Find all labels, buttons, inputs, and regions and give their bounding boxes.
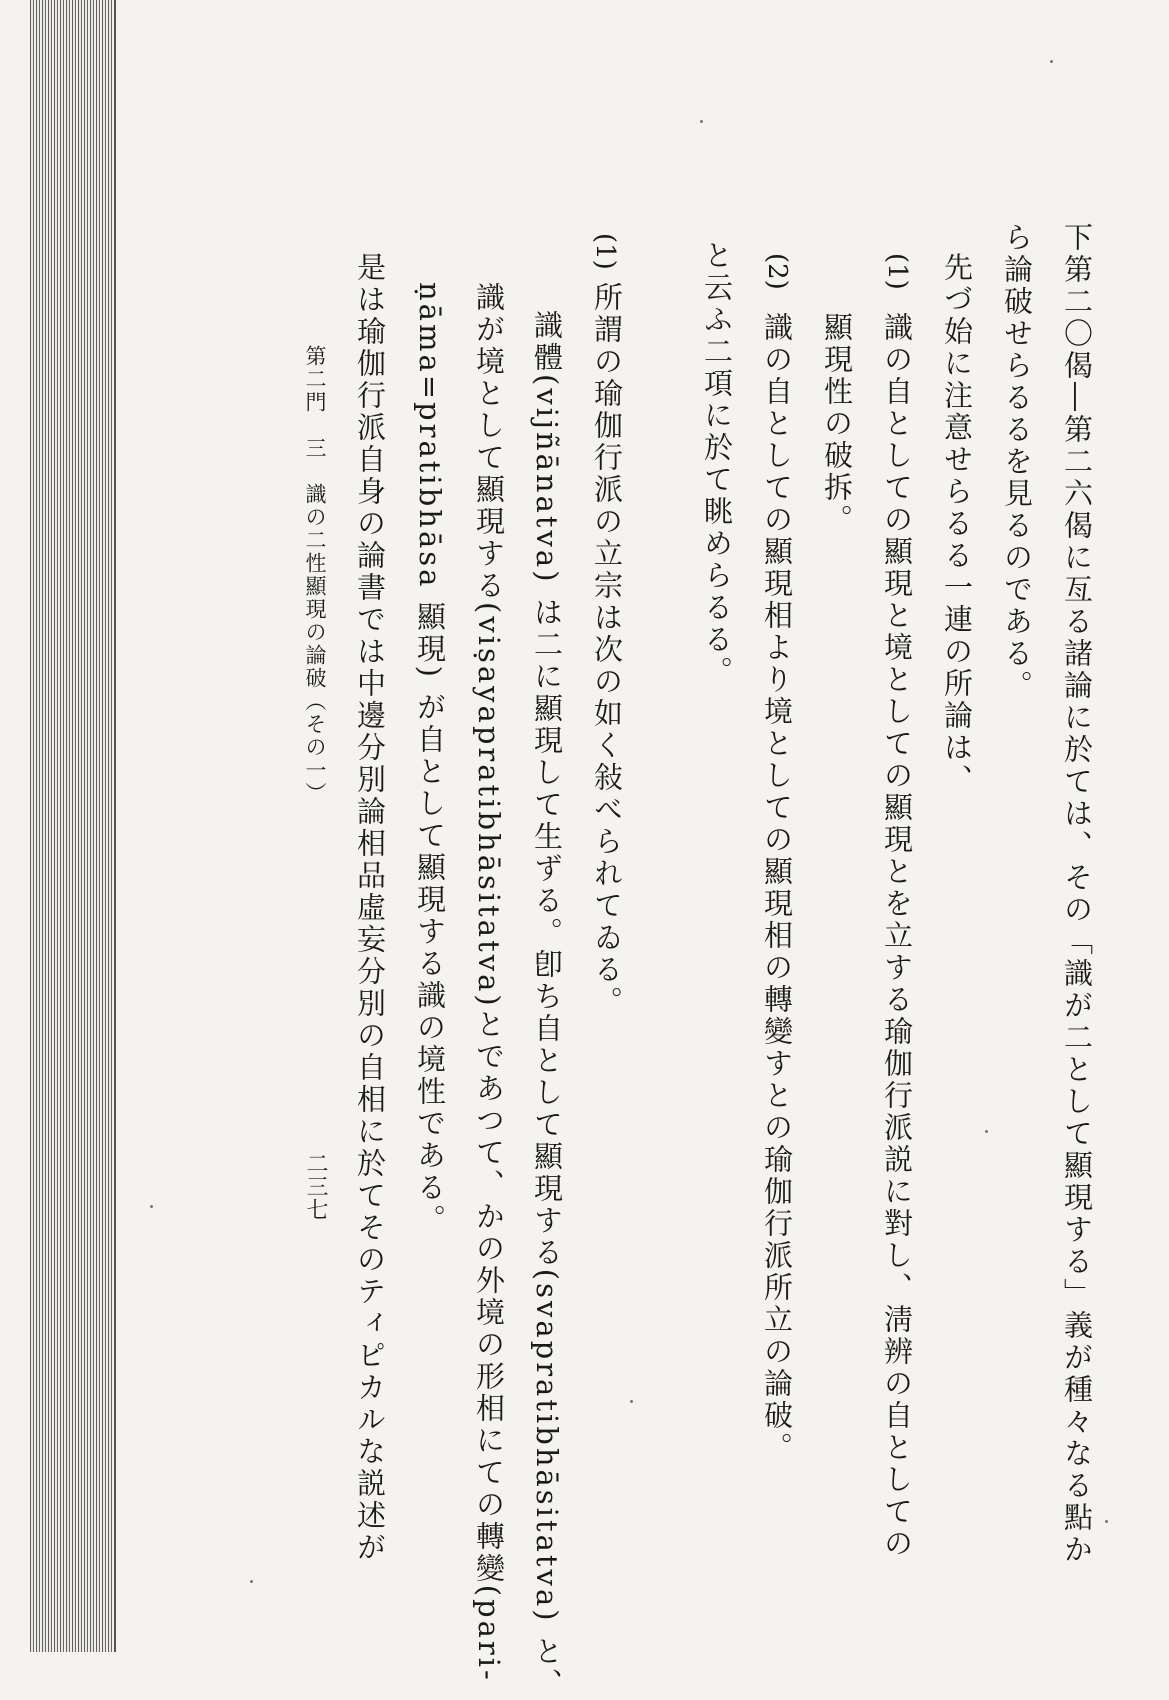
text-line-2: ら論破せらるるを見るのである。 [1000, 222, 1034, 702]
book-binding-edge [30, 0, 114, 1652]
text-line-5: 顯現性の破拆。 [820, 312, 854, 536]
scan-speck [1050, 60, 1053, 63]
text-line-12: 是は瑜伽行派自身の論書では中邊分別論相品虛妄分別の自相に於てそのティピカルな説述が [353, 252, 387, 1564]
text-line-1: 下第二〇偈―第二六偈に亙る諸論に於ては、その「識が二として顯現する」義が種々なる點か [1060, 222, 1094, 1566]
scan-speck [250, 1580, 253, 1583]
page-edge-line [114, 0, 116, 1652]
text-line-8: 所謂の瑜伽行派の立宗は次の如く敍べられてゐる。 [590, 282, 624, 1018]
text-line-3: 先づ始に注意せらるる一連の所論は、 [940, 252, 974, 796]
text-line-7: と云ふ二項に於て眺めらるる。 [700, 240, 734, 688]
text-line-6: 識の自としての顯現相より境としての顯現相の轉變すとの瑜伽行派所立の論破。 [760, 312, 794, 1464]
item-marker-3: (1) [590, 233, 620, 270]
scan-speck [630, 1400, 633, 1403]
text-line-4: 識の自としての顯現と境としての顯現とを立する瑜伽行派説に對し、淸辨の自としての [880, 312, 914, 1560]
scan-speck [985, 1130, 988, 1133]
scan-speck [150, 1205, 153, 1208]
scan-speck [1105, 1520, 1108, 1523]
text-line-10: 識が境として顯現する(viṣayapratibhāsitatva)とであつて、かの外境の形相にての轉變(pari- [472, 282, 506, 1683]
item-marker-2: (2) [762, 253, 792, 290]
running-head: 第二門 三 識の二性顯現の論破（その一） [303, 345, 327, 805]
item-marker-1: (1) [882, 253, 912, 290]
text-line-9: 識體(vijñānatva) は二に顯現して生ずる。卽ち自として顯現する(svapratibhāsitatva) と、 [530, 310, 564, 1700]
text-line-11: ṇāma=pratibhāsa 顯現) が自として顯現する識の境性である。 [413, 282, 447, 1237]
scan-speck [700, 120, 703, 123]
page-number: 二三七 [303, 1152, 328, 1221]
